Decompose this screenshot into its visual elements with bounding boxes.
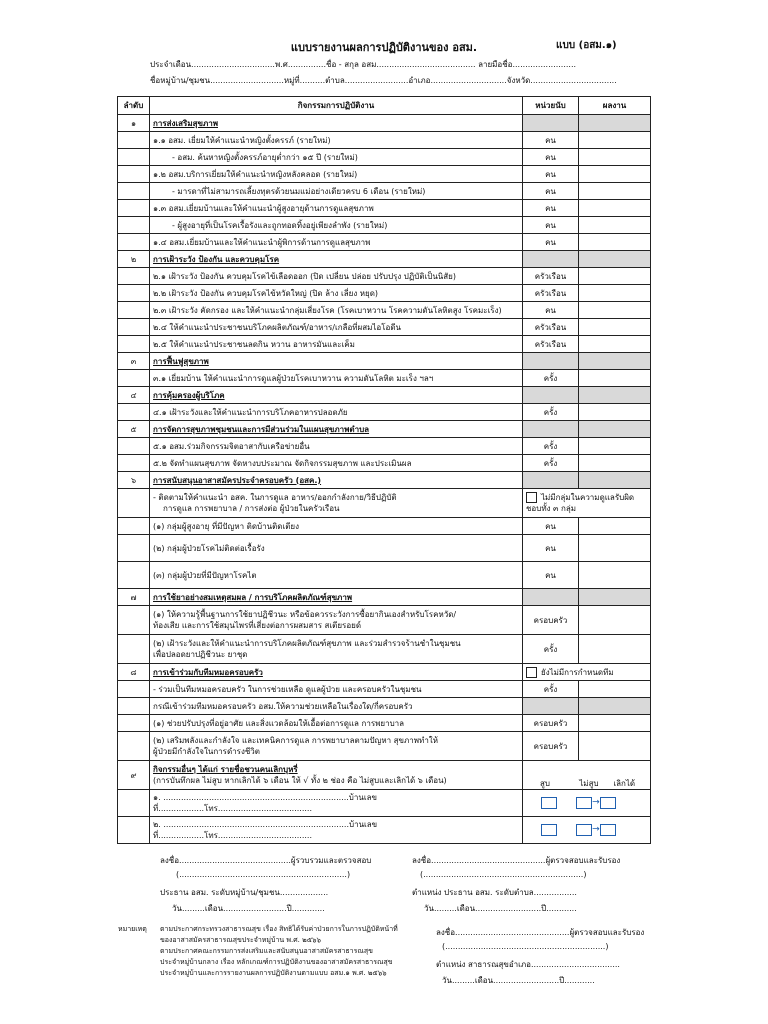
bottom-signature-line: ลงชื่อ.............................................ผู้ตรวจสอบและรับรอง xyxy=(436,928,645,937)
table-row xyxy=(118,166,651,183)
unit-cell: คน xyxy=(523,183,579,200)
table-row xyxy=(118,183,651,200)
result-cell[interactable] xyxy=(579,302,651,319)
activity-text xyxy=(150,761,523,790)
result-cell[interactable] xyxy=(579,455,651,472)
section-no: ๗ xyxy=(118,589,150,606)
unit-cell: ครั้ง xyxy=(523,404,579,421)
quit-header: เลิกได้ xyxy=(613,779,636,788)
table-row xyxy=(118,518,651,535)
table-row xyxy=(118,606,651,635)
unit-cell: คน xyxy=(523,535,579,562)
unit-cell: ครั้ง xyxy=(523,455,579,472)
table-row xyxy=(118,817,651,844)
result-cell[interactable] xyxy=(579,200,651,217)
table-row xyxy=(118,715,651,732)
table-row xyxy=(118,370,651,387)
result-cell[interactable] xyxy=(579,518,651,535)
unit-cell: ครอบครัว xyxy=(523,732,579,761)
section-title: กิจกรรมอื่นๆ ได้แก่ รายชื่อชวนคนเลิกบุหรี่ xyxy=(153,765,298,774)
bottom-signature-position: ตำแหน่ง สาธารณสุขอำเภอ................................... xyxy=(436,960,620,969)
left-signature-line: ลงชื่อ............................................ผู้รวบรวมและตรวจสอบ xyxy=(160,856,372,865)
activity-text: ๒.๓ เฝ้าระวัง คัดกรอง และให้คำแนะนำกลุ่มเสี่ยงโรค (โรคเบาหวาน โรคความดันโลหิตสูง โรคมะเร็ง) xyxy=(150,302,523,319)
unit-cell: ครั้ง xyxy=(523,635,579,664)
bottom-signature-name: (...............................................................) xyxy=(442,942,609,951)
unit-cell: ครัวเรือน xyxy=(523,285,579,302)
unit-cell: คน xyxy=(523,217,579,234)
result-cell[interactable] xyxy=(579,732,651,761)
activity-text: - ผู้สูงอายุที่เป็นโรคเรื้อรังและถูกทอดทิ้งอยู่เพียงลำพัง (รายใหม่) xyxy=(150,217,523,234)
col-no-header: ลำดับ xyxy=(118,97,150,115)
activity-text: ๑.๑ อสม. เยี่ยมให้คำแนะนำหญิงตั้งครรภ์ (รายใหม่) xyxy=(150,132,523,149)
table-row xyxy=(118,681,651,698)
section-no: ๖ xyxy=(118,472,150,489)
table-row xyxy=(118,268,651,285)
activity-line: การดูแล การพยาบาล / การส่งต่อ ผู้ป่วยในครัวเรือน xyxy=(163,504,340,513)
activity-text: ๕.๒ จัดทำแผนสุขภาพ จัดหางบประมาณ จัดกิจกรรมสุขภาพ และประเมินผล xyxy=(150,455,523,472)
note-line: ประจำหมู่บ้านและการรายงานผลการปฏิบัติงานตามแบบ อสม.๑ พ.ศ. ๒๕๖๖ xyxy=(160,969,387,977)
section-title: การใช้ยาอย่างสมเหตุสมผล / การบริโภคผลิตภัณฑ์สุขภาพ xyxy=(150,589,523,606)
col-result-header: ผลงาน xyxy=(579,97,651,115)
activity-text: ๔.๑ เฝ้าระวังและให้คำแนะนำการบริโภคอาหารปลอดภัย xyxy=(150,404,523,421)
result-cell[interactable] xyxy=(579,217,651,234)
result-cell[interactable] xyxy=(579,715,651,732)
result-cell[interactable] xyxy=(579,606,651,635)
no-team-checkbox[interactable] xyxy=(526,667,537,678)
unit-cell: คน xyxy=(523,518,579,535)
activity-line: (๒) เฝ้าระวังและให้คำแนะนำการบริโภคผลิตภัณฑ์สุขภาพ และร่วมสำรวจร้านชำในชุมชน xyxy=(153,639,461,648)
activity-text: ๒.๕ ให้คำแนะนำประชาชนลดกิน หวาน อาหารมันและเค็ม xyxy=(150,336,523,353)
unit-cell: ครอบครัว xyxy=(523,606,579,635)
activity-text xyxy=(150,635,523,664)
result-cell[interactable] xyxy=(579,285,651,302)
section-title: การส่งเสริมสุขภาพ xyxy=(150,115,523,132)
section-title: การคุ้มครองผู้บริโภค xyxy=(150,387,523,404)
section-no: ๘ xyxy=(118,664,150,681)
col-unit-header: หน่วยนับ xyxy=(523,97,579,115)
right-signature-line: ลงชื่อ.............................................ผู้ตรวจสอบและรับรอง xyxy=(412,856,621,865)
table-row xyxy=(118,732,651,761)
activity-text: (๑) ช่วยปรับปรุงที่อยู่อาศัย และสิ่งแวดล้อมให้เอื้อต่อการดูแล การพยาบาล xyxy=(150,715,523,732)
unit-cell: คน xyxy=(523,200,579,217)
activity-line: (๒) เสริมพลังและกำลังใจ และเทคนิคการดูแล การพยาบาลตามปัญหา สุขภาพทำให้ xyxy=(153,736,438,745)
activity-text: ๒.๔ ให้คำแนะนำประชาชนบริโภคผลิตภัณฑ์/อาหาร/เกลือที่ผสมไอโอดีน xyxy=(150,319,523,336)
activity-text: - อสม. ค้นหาหญิงตั้งครรภ์อายุต่ำกว่า ๑๕ ปี (รายใหม่) xyxy=(150,149,523,166)
section-no: ๔ xyxy=(118,387,150,404)
unit-cell: ครอบครัว xyxy=(523,715,579,732)
unit-cell: คน xyxy=(523,234,579,251)
table-row xyxy=(118,132,651,149)
table-row xyxy=(118,698,651,715)
activity-text: ๒.๑ เฝ้าระวัง ป้องกัน ควบคุมโรคไข้เลือดออก (ปิด เปลี่ยน ปล่อย ปรับปรุง ปฏิบัติเป็นนิสัย) xyxy=(150,268,523,285)
left-signature-name: (..................................................................) xyxy=(176,870,351,879)
instruction-text: (การบันทึกผล ไม่สูบ หากเลิกได้ ๖ เดือน ให้ √ ทั้ง ๒ ช่อง คือ ไม่สูบและเลิกได้ ๖ เดือน) xyxy=(153,776,447,785)
result-cell[interactable] xyxy=(579,268,651,285)
result-cell[interactable] xyxy=(579,535,651,562)
activity-line: - ติดตามให้คำแนะนำ อสค. ในการดูแล อาหาร/ออกกำลังกาย/วิธีปฏิบัติ xyxy=(153,493,397,502)
note-line: ของอาสาสมัครสาธารณสุขประจำหมู่บ้าน พ.ศ. ๒๕๖๖ xyxy=(160,936,321,944)
section-row xyxy=(118,472,651,489)
note-line: ตามประกาศกระทรวงสาธารณสุข เรื่อง สิทธิได้รับค่าป่วยการในการปฏิบัติหน้าที่ xyxy=(160,925,398,933)
unit-cell: คน xyxy=(523,166,579,183)
note-line: ตามประกาศคณะกรรมการส่งเสริมและสนับสนุนอาสาสมัครสาธารณสุข xyxy=(160,947,373,955)
table-row xyxy=(118,217,651,234)
result-cell[interactable] xyxy=(579,166,651,183)
activity-text xyxy=(150,489,523,518)
arrow-right-icon: → xyxy=(592,824,600,835)
section-row xyxy=(118,761,651,790)
activity-text: ๑.๓ อสม.เยี่ยมบ้านและให้คำแนะนำผู้สูงอายุด้านการดูแลสุขภาพ xyxy=(150,200,523,217)
activity-text xyxy=(150,606,523,635)
activity-line: ผู้ป่วยมีกำลังใจในการดำรงชีวิต xyxy=(153,747,260,756)
activity-text: กรณีเข้าร่วมทีมหมอครอบครัว อสม.ให้ความช่วยเหลือในเรื่องใด/กี่ครอบครัว xyxy=(150,698,523,715)
result-cell[interactable] xyxy=(579,149,651,166)
section-row xyxy=(118,387,651,404)
result-cell[interactable] xyxy=(579,183,651,200)
smoker-name-line: ๒. .........................................................................บ้านเลขที่..................โทร..................................... xyxy=(150,817,523,844)
activity-text: ๕.๑ อสม.ร่วมกิจกรรมจิตอาสากับเครือข่ายอื่น xyxy=(150,438,523,455)
smoke-checkbox[interactable] xyxy=(541,797,557,809)
table-header-row xyxy=(118,97,651,115)
section-title: การเฝ้าระวัง ป้องกัน และควบคุมโรค xyxy=(150,251,523,268)
nosmoke-checkbox[interactable] xyxy=(576,824,592,836)
unit-cell: ครั้ง xyxy=(523,438,579,455)
table-row xyxy=(118,302,651,319)
activity-text xyxy=(150,732,523,761)
table-row xyxy=(118,319,651,336)
table-row xyxy=(118,489,651,518)
bottom-signature-date: วัน.........เดือน..........................ปี............ xyxy=(442,976,595,985)
section-row xyxy=(118,589,651,606)
section-row xyxy=(118,353,651,370)
smoker-name-line: ๑. .........................................................................บ้านเลขที่..................โทร..................................... xyxy=(150,790,523,817)
no-group-label: ไม่มีกลุ่มในความดูแลรับผิดชอบทั้ง ๓ กลุ่ม xyxy=(526,493,635,513)
header-line-1: ประจำเดือน.................................พ.ศ...............ชื่อ - สกุล อสม....................................... ลายมือชื่อ......................... xyxy=(150,60,577,69)
right-signature-name: (...............................................................) xyxy=(420,870,587,879)
section-no: ๓ xyxy=(118,353,150,370)
section-row xyxy=(118,251,651,268)
col-activity-header: กิจกรรมการปฏิบัติงาน xyxy=(150,97,523,115)
section-row xyxy=(118,115,651,132)
activity-text: ๓.๑ เยี่ยมบ้าน ให้คำแนะนำการดูแลผู้ป่วยโรคเบาหวาน ความดันโลหิต มะเร็ง ฯลฯ xyxy=(150,370,523,387)
activity-table xyxy=(117,96,651,844)
table-row xyxy=(118,200,651,217)
nosmoke-header: ไม่สูบ xyxy=(579,779,599,788)
result-cell[interactable] xyxy=(579,404,651,421)
result-cell[interactable] xyxy=(579,234,651,251)
activity-text: ๑.๔ อสม.เยี่ยมบ้านและให้คำแนะนำผู้พิการด้านการดูแลสุขภาพ xyxy=(150,234,523,251)
no-team-label: ยังไม่มีการกำหนดทีม xyxy=(541,667,614,677)
unit-cell: คน xyxy=(523,149,579,166)
activity-line: (๑) ให้ความรู้พื้นฐานการใช้ยาปฏิชีวนะ หรือข้อควรระวังการซื้อยากินเองสำหรับโรคหวัด/ xyxy=(153,610,457,619)
unit-cell: ครั้ง xyxy=(523,681,579,698)
table-row xyxy=(118,635,651,664)
table-row xyxy=(118,404,651,421)
activity-line: เพื่อปลอดยาปฏิชีวนะ ยาชุด xyxy=(153,650,248,659)
section-title: การจัดการสุขภาพชุมชนและการมีส่วนร่วมในแผนสุขภาพตำบล xyxy=(150,421,523,438)
activity-text: (๒) กลุ่มผู้ป่วยโรคไม่ติดต่อเรื้อรัง xyxy=(150,535,523,562)
activity-text: ๒.๒ เฝ้าระวัง ป้องกัน ควบคุมโรคไข้หวัดใหญ่ (ปิด ล้าง เลี่ยง หยุด) xyxy=(150,285,523,302)
result-cell[interactable] xyxy=(579,370,651,387)
result-cell[interactable] xyxy=(579,438,651,455)
note-line: ประจำหมู่บ้านกลาง เรื่อง หลักเกณฑ์การปฏิบัติงานของอาสาสมัครสาธารณสุข xyxy=(160,958,393,966)
unit-cell: ครัวเรือน xyxy=(523,336,579,353)
unit-cell: คน xyxy=(523,562,579,589)
note-label: หมายเหตุ xyxy=(118,925,147,933)
section-row xyxy=(118,664,651,681)
activity-text: (๑) กลุ่มผู้สูงอายุ ที่มีปัญหา ติดบ้านติดเตียง xyxy=(150,518,523,535)
section-title: การฟื้นฟูสุขภาพ xyxy=(150,353,523,370)
activity-line: ท้องเสีย และการใช้สมุนไพรที่เสี่ยงต่อการผสมสาร สเตียรอยด์ xyxy=(153,621,362,630)
table-row xyxy=(118,455,651,472)
section-title: การเข้าร่วมกับทีมหมอครอบครัว xyxy=(150,664,523,681)
no-group-checkbox[interactable] xyxy=(526,492,537,503)
table-row xyxy=(118,535,651,562)
form-code: แบบ (อสม.๑) xyxy=(556,40,617,51)
activity-text: - มารดาที่ไม่สามารถเลี้ยงทุตรด้วยนมแม่อย่างเดียวครบ 6 เดือน (รายใหม่) xyxy=(150,183,523,200)
nosmoke-checkbox[interactable] xyxy=(576,797,592,809)
result-cell[interactable] xyxy=(579,336,651,353)
unit-cell: คน xyxy=(523,132,579,149)
table-row xyxy=(118,336,651,353)
left-signature-date: วัน.........เดือน.........................ปี............. xyxy=(172,904,325,913)
section-no: ๙ xyxy=(118,761,150,790)
table-row xyxy=(118,562,651,589)
table-row xyxy=(118,149,651,166)
activity-text: (๓) กลุ่มผู้ป่วยที่มีปัญหาโรคไต xyxy=(150,562,523,589)
smoke-header: สูบ xyxy=(540,779,550,788)
unit-cell: ครั้ง xyxy=(523,370,579,387)
result-cell[interactable] xyxy=(579,132,651,149)
result-cell[interactable] xyxy=(579,562,651,589)
activity-text: - ร่วมเป็นทีมหมอครอบครัว ในการช่วยเหลือ ดูแลผู้ป่วย และครอบครัวในชุมชน xyxy=(150,681,523,698)
result-cell[interactable] xyxy=(579,319,651,336)
result-cell[interactable] xyxy=(579,635,651,664)
unit-cell: ครัวเรือน xyxy=(523,268,579,285)
result-cell[interactable] xyxy=(579,681,651,698)
right-signature-position: ตำแหน่ง ประธาน อสม. ระดับตำบล................. xyxy=(412,888,577,897)
section-no: ๕ xyxy=(118,421,150,438)
table-row xyxy=(118,285,651,302)
table-row xyxy=(118,438,651,455)
left-signature-position: ประธาน อสม. ระดับหมู่บ้าน/ชุมชน................... xyxy=(160,888,329,897)
unit-cell: คน xyxy=(523,302,579,319)
quit-checkbox[interactable] xyxy=(600,797,616,809)
section-no: ๒ xyxy=(118,251,150,268)
section-row xyxy=(118,421,651,438)
smoke-checkbox[interactable] xyxy=(541,824,557,836)
table-row xyxy=(118,234,651,251)
section-no: ๑ xyxy=(118,115,150,132)
section-title: การสนับสนุนอาสาสมัครประจำครอบครัว (อสค.) xyxy=(150,472,523,489)
form-title: แบบรายงานผลการปฏิบัติงานของ อสม. xyxy=(290,41,478,54)
header-line-2: ชื่อหมู่บ้าน/ชุมชน.............................หมู่ที่..........ตำบล.........................อำเภอ..............................จังหวัด.................................. xyxy=(150,76,617,85)
unit-cell: ครัวเรือน xyxy=(523,319,579,336)
arrow-right-icon: → xyxy=(592,797,600,808)
activity-text: ๑.๒ อสม.บริการเยี่ยมให้คำแนะนำหญิงหลังคลอด (รายใหม่) xyxy=(150,166,523,183)
quit-checkbox[interactable] xyxy=(600,824,616,836)
table-row xyxy=(118,790,651,817)
right-signature-date: วัน.........เดือน..........................ปี............ xyxy=(424,904,577,913)
